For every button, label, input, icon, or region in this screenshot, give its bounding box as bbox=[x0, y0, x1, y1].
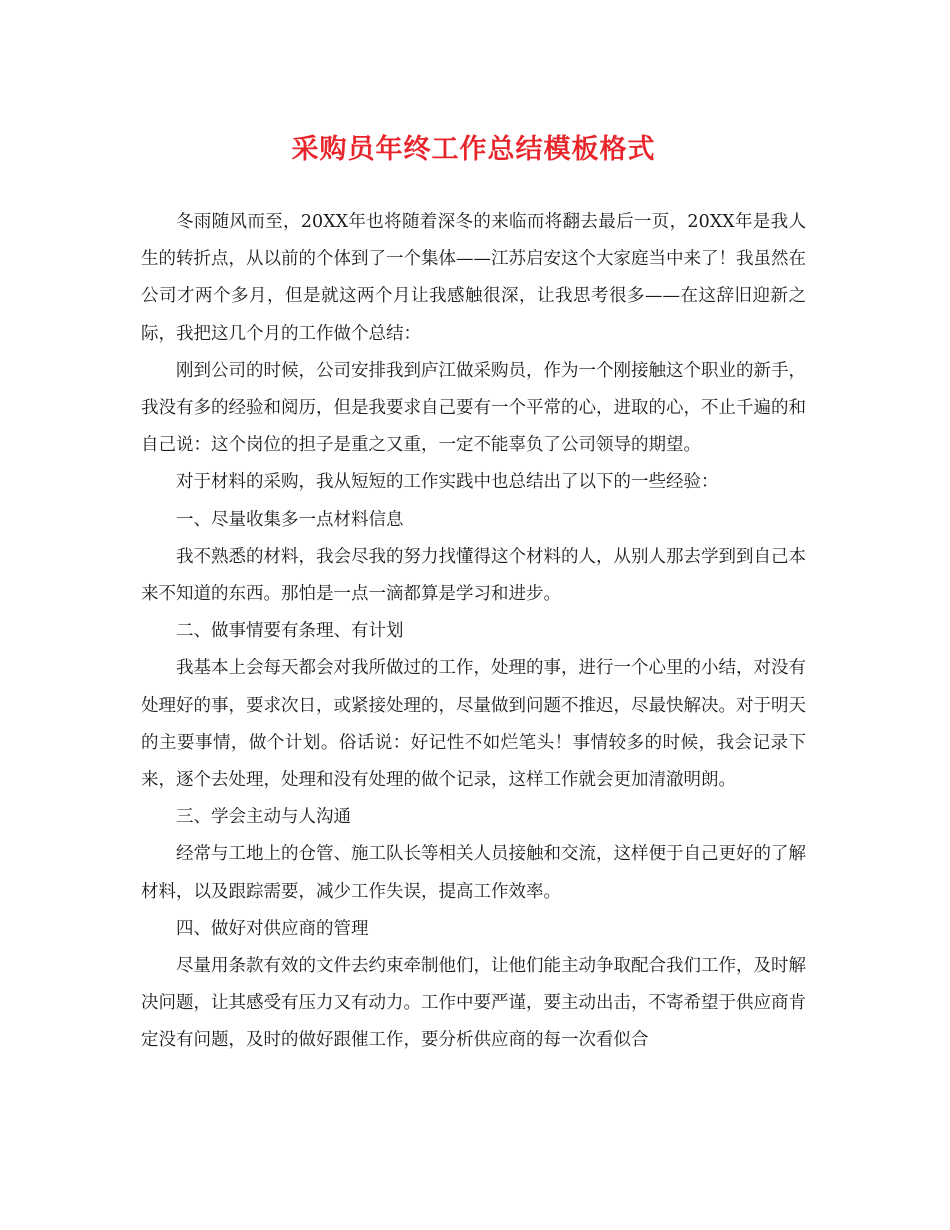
paragraph: 我基本上会每天都会对我所做过的工作，处理的事，进行一个心里的小结，对没有处理好的事，要求次日，或紧接处理的，尽量做到问题不推迟，尽最快解决。对于明天的主要事情，做个计划。俗话说：好记性不如烂笔头！事情较多的时候，我会记录下来，逐个去处理，处理和没有处理的做个记录，这样工作就会更加清澈明朗。 bbox=[141, 658, 806, 791]
section-heading: 四、做好对供应商的管理 bbox=[176, 918, 369, 939]
paragraph: 我不熟悉的材料，我会尽我的努力找懂得这个材料的人，从别人那去学到到自己本来不知道的东西。那怕是一点一滴都算是学习和进步。 bbox=[141, 546, 806, 605]
paragraph: 对于材料的采购，我从短短的工作实践中也总结出了以下的一些经验： bbox=[176, 472, 719, 493]
document-page bbox=[141, 128, 806, 1060]
document-title: 采购员年终工作总结模板格式 bbox=[291, 134, 656, 165]
document-body bbox=[141, 204, 806, 1060]
section-heading: 三、学会主动与人沟通 bbox=[176, 807, 351, 828]
section-heading: 二、做事情要有条理、有计划 bbox=[176, 621, 404, 642]
paragraph: 刚到公司的时候，公司安排我到庐江做采购员，作为一个刚接触这个职业的新手，我没有多的经验和阅历，但是我要求自己要有一个平常的心，进取的心，不止千遍的和自己说：这个岗位的担子是重之又重，一定不能辜负了公司领导的期望。 bbox=[141, 360, 806, 456]
paragraph: 经常与工地上的仓管、施工队长等相关人员接触和交流，这样便于自己更好的了解材料，以及跟踪需要，减少工作失误，提高工作效率。 bbox=[141, 844, 806, 902]
paragraph: 尽量用条款有效的文件去约束牵制他们，让他们能主动争取配合我们工作，及时解决问题，让其感受有压力又有动力。工作中要严谨，要主动出击，不寄希望于供应商肯定没有问题，及时的做好跟催工作，要分析供应商的每一次看似合 bbox=[141, 956, 806, 1051]
section-heading: 一、尽量收集多一点材料信息 bbox=[176, 509, 404, 530]
paragraph: 冬雨随风而至，20XX年也将随着深冬的来临而将翻去最后一页，20XX年是我人生的转折点，从以前的个体到了一个集体——江苏启安这个大家庭当中来了！我虽然在公司才两个多月，但是就这两个月让我感触很深，让我思考很多——在这辞旧迎新之际，我把这几个月的工作做个总结： bbox=[141, 212, 806, 344]
